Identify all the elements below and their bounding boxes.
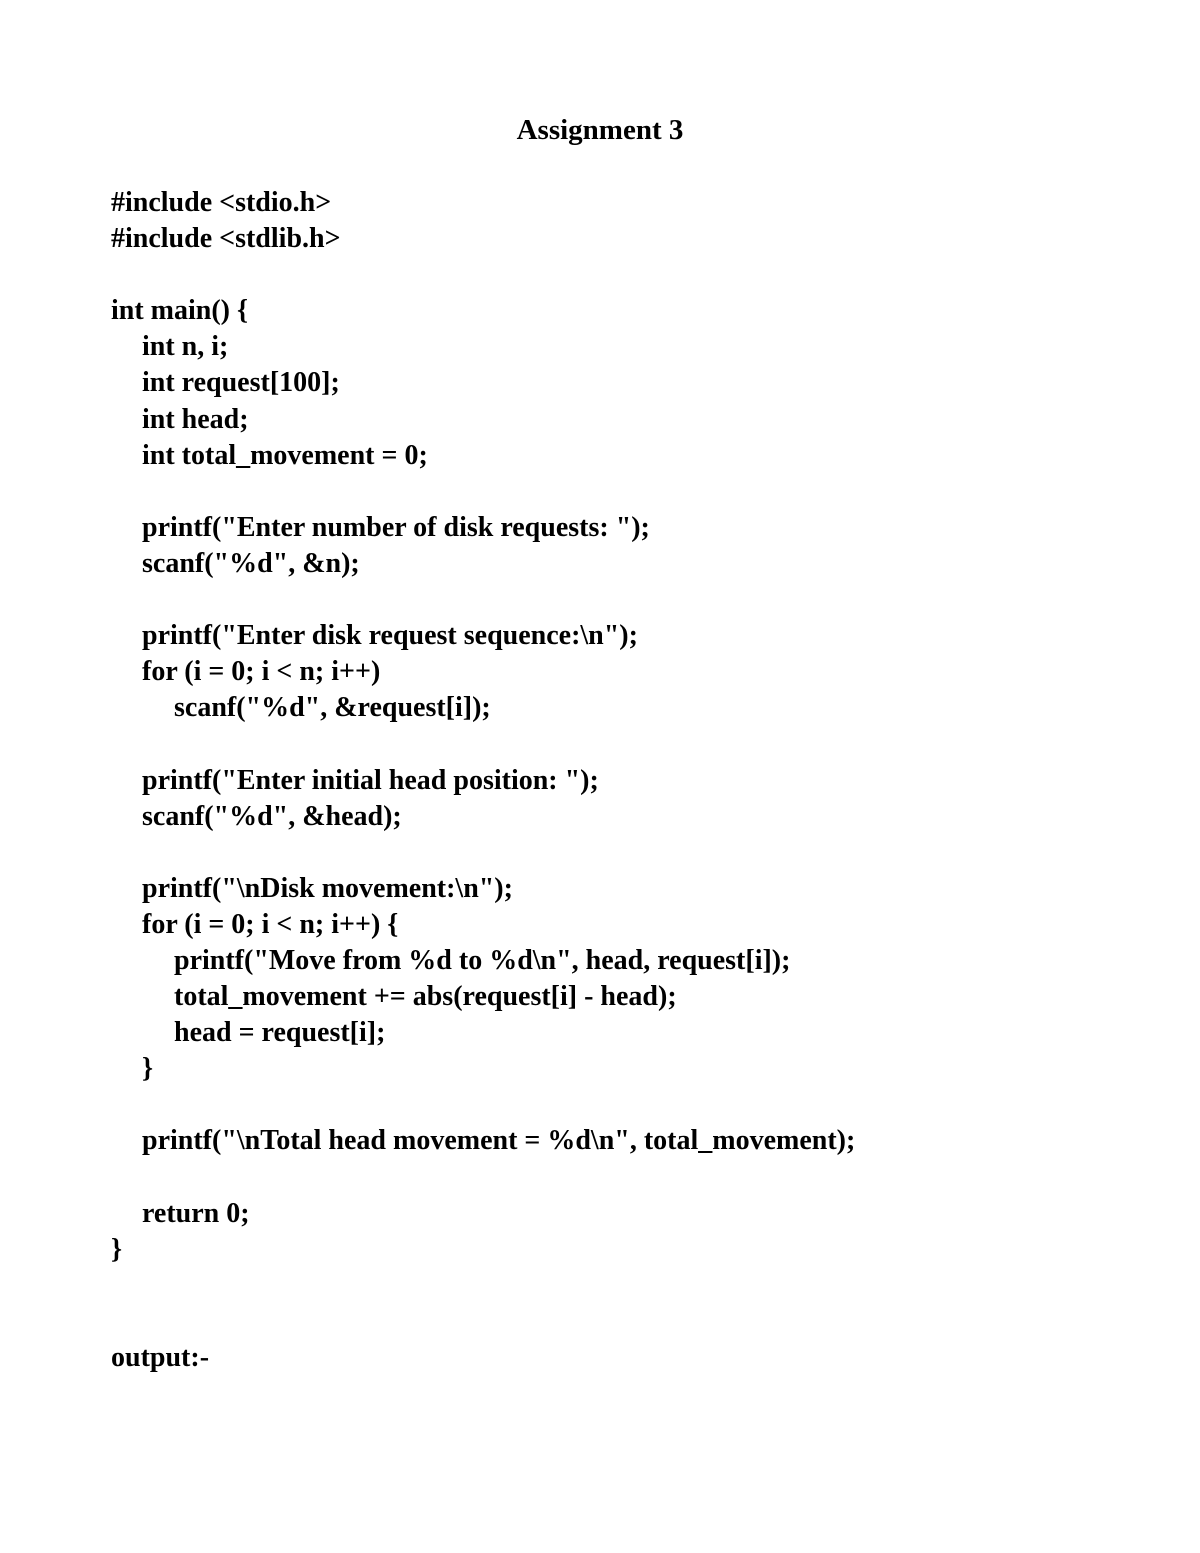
code-line-blank [111, 726, 1151, 762]
code-line-blank [111, 257, 1151, 293]
code-line: printf("Enter disk request sequence:\n"); [142, 620, 638, 652]
code-line: } [111, 1233, 123, 1265]
code-line: printf("Enter initial head position: "); [142, 764, 599, 796]
code-line: for (i = 0; i < n; i++) [142, 656, 381, 688]
code-line: return 0; [142, 1197, 250, 1229]
code-line-blank [111, 835, 1151, 871]
code-line: printf("\nTotal head movement = %d\n", total_movement); [142, 1125, 856, 1157]
code-line: int head; [142, 403, 249, 435]
code-line: printf("Enter number of disk requests: "); [142, 511, 650, 543]
code-line: printf("Move from %d to %d\n", head, request[i]); [174, 944, 791, 976]
code-line: scanf("%d", &n); [142, 547, 360, 579]
code-line: } [142, 1053, 154, 1085]
code-line-blank [111, 582, 1151, 618]
code-line: #include <stdio.h> [111, 187, 332, 218]
code-line: scanf("%d", &request[i]); [174, 692, 491, 724]
code-line-blank [111, 474, 1151, 510]
code-line: scanf("%d", &head); [142, 800, 402, 832]
output-label: output:- [111, 1342, 210, 1373]
code-line-blank [111, 1160, 1151, 1196]
code-line: #include <stdlib.h> [111, 223, 341, 255]
code-line: printf("\nDisk movement:\n"); [142, 872, 513, 904]
code-line-blank [111, 1087, 1151, 1123]
code-line: total_movement += abs(request[i] - head); [174, 981, 677, 1013]
code-line: int main() { [111, 295, 249, 327]
code-line: int total_movement = 0; [142, 439, 428, 471]
document-title: Assignment 3 [516, 114, 684, 146]
code-listing [111, 185, 1151, 1268]
code-line: int n, i; [142, 331, 229, 363]
code-line: head = request[i]; [174, 1017, 386, 1049]
code-line: int request[100]; [142, 367, 340, 399]
code-line: for (i = 0; i < n; i++) { [142, 908, 399, 940]
